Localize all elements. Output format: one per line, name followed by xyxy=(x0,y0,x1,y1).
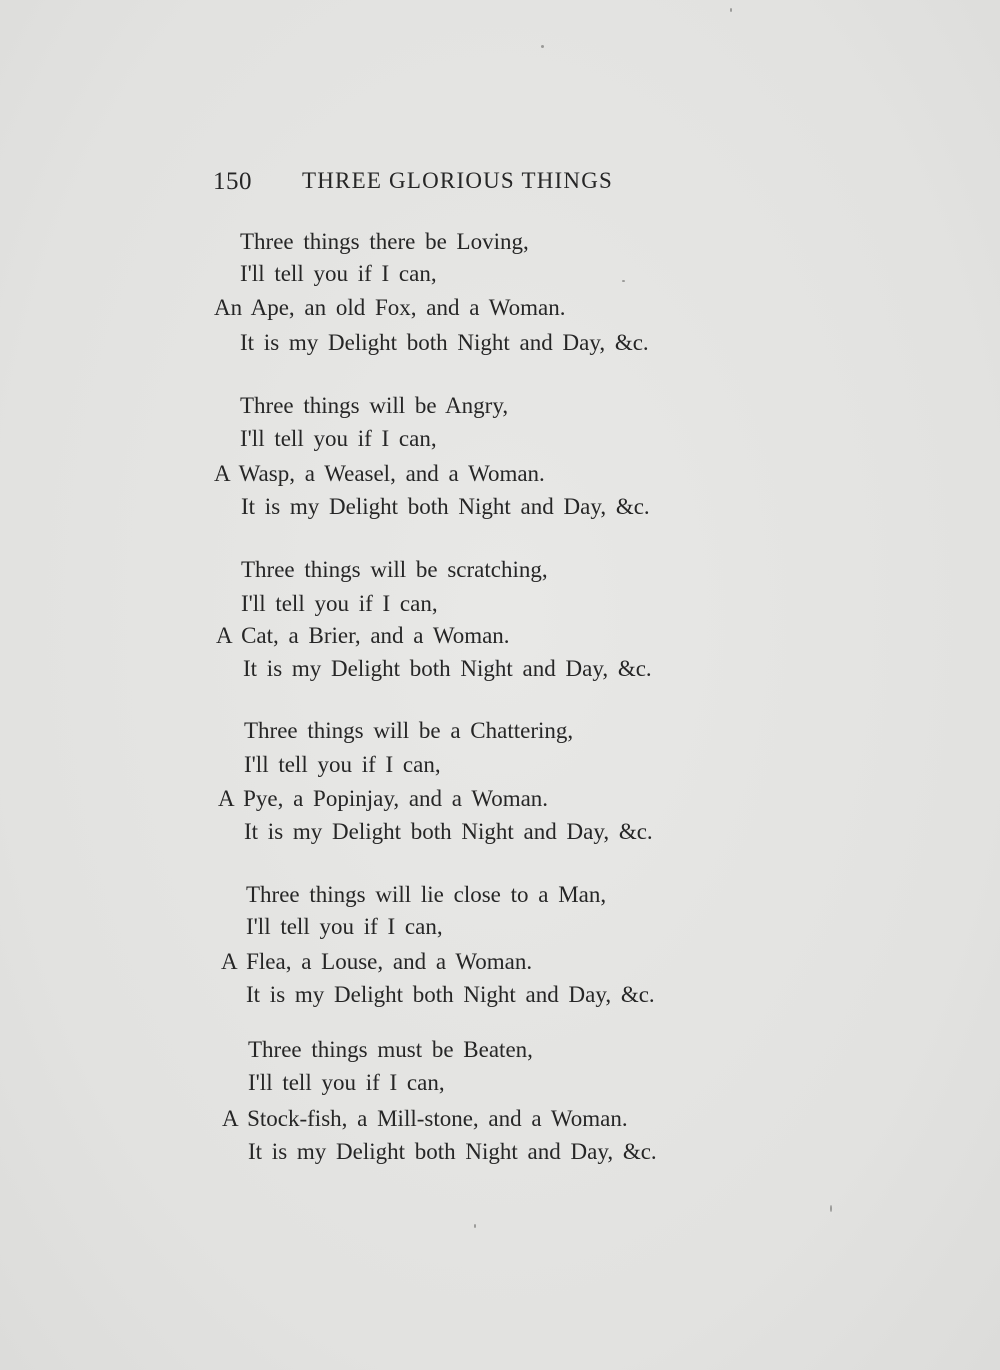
poem-line: A Pye, a Popinjay, and a Woman. xyxy=(218,786,549,811)
poem-line: It is my Delight both Night and Day, &c. xyxy=(240,330,649,355)
page-number: 150 xyxy=(213,168,252,195)
poem-line: Three things will lie close to a Man, xyxy=(246,882,607,907)
running-title: THREE GLORIOUS THINGS xyxy=(302,168,613,193)
poem-line: A Cat, a Brier, and a Woman. xyxy=(216,623,510,648)
poem-line: It is my Delight both Night and Day, &c. xyxy=(246,982,655,1007)
poem-line: Three things must be Beaten, xyxy=(248,1037,533,1062)
poem-line: It is my Delight both Night and Day, &c. xyxy=(244,819,653,844)
paper-speck xyxy=(730,8,732,12)
poem-line: It is my Delight both Night and Day, &c. xyxy=(248,1139,657,1164)
poem-line: I'll tell you if I can, xyxy=(246,914,443,939)
poem-line: Three things there be Loving, xyxy=(240,229,529,254)
poem-line: I'll tell you if I can, xyxy=(240,261,437,286)
poem-line: Three things will be a Chattering, xyxy=(244,718,574,743)
poem-line: It is my Delight both Night and Day, &c. xyxy=(241,494,650,519)
poem-line: A Stock-fish, a Mill-stone, and a Woman. xyxy=(222,1106,628,1131)
poem-line: Three things will be scratching, xyxy=(241,557,548,582)
paper-speck xyxy=(622,280,625,282)
poem-line: It is my Delight both Night and Day, &c. xyxy=(243,656,652,681)
poem-line: An Ape, an old Fox, and a Woman. xyxy=(214,295,566,320)
paper-speck xyxy=(474,1224,476,1228)
poem-line: A Wasp, a Weasel, and a Woman. xyxy=(214,461,545,486)
poem-line: A Flea, a Louse, and a Woman. xyxy=(221,949,533,974)
poem-line: I'll tell you if I can, xyxy=(244,752,441,777)
poem-line: Three things will be Angry, xyxy=(240,393,509,418)
paper-speck xyxy=(830,1205,832,1212)
paper-speck xyxy=(541,45,544,48)
poem-line: I'll tell you if I can, xyxy=(240,426,437,451)
poem-line: I'll tell you if I can, xyxy=(248,1070,445,1095)
poem-line: I'll tell you if I can, xyxy=(241,591,438,616)
